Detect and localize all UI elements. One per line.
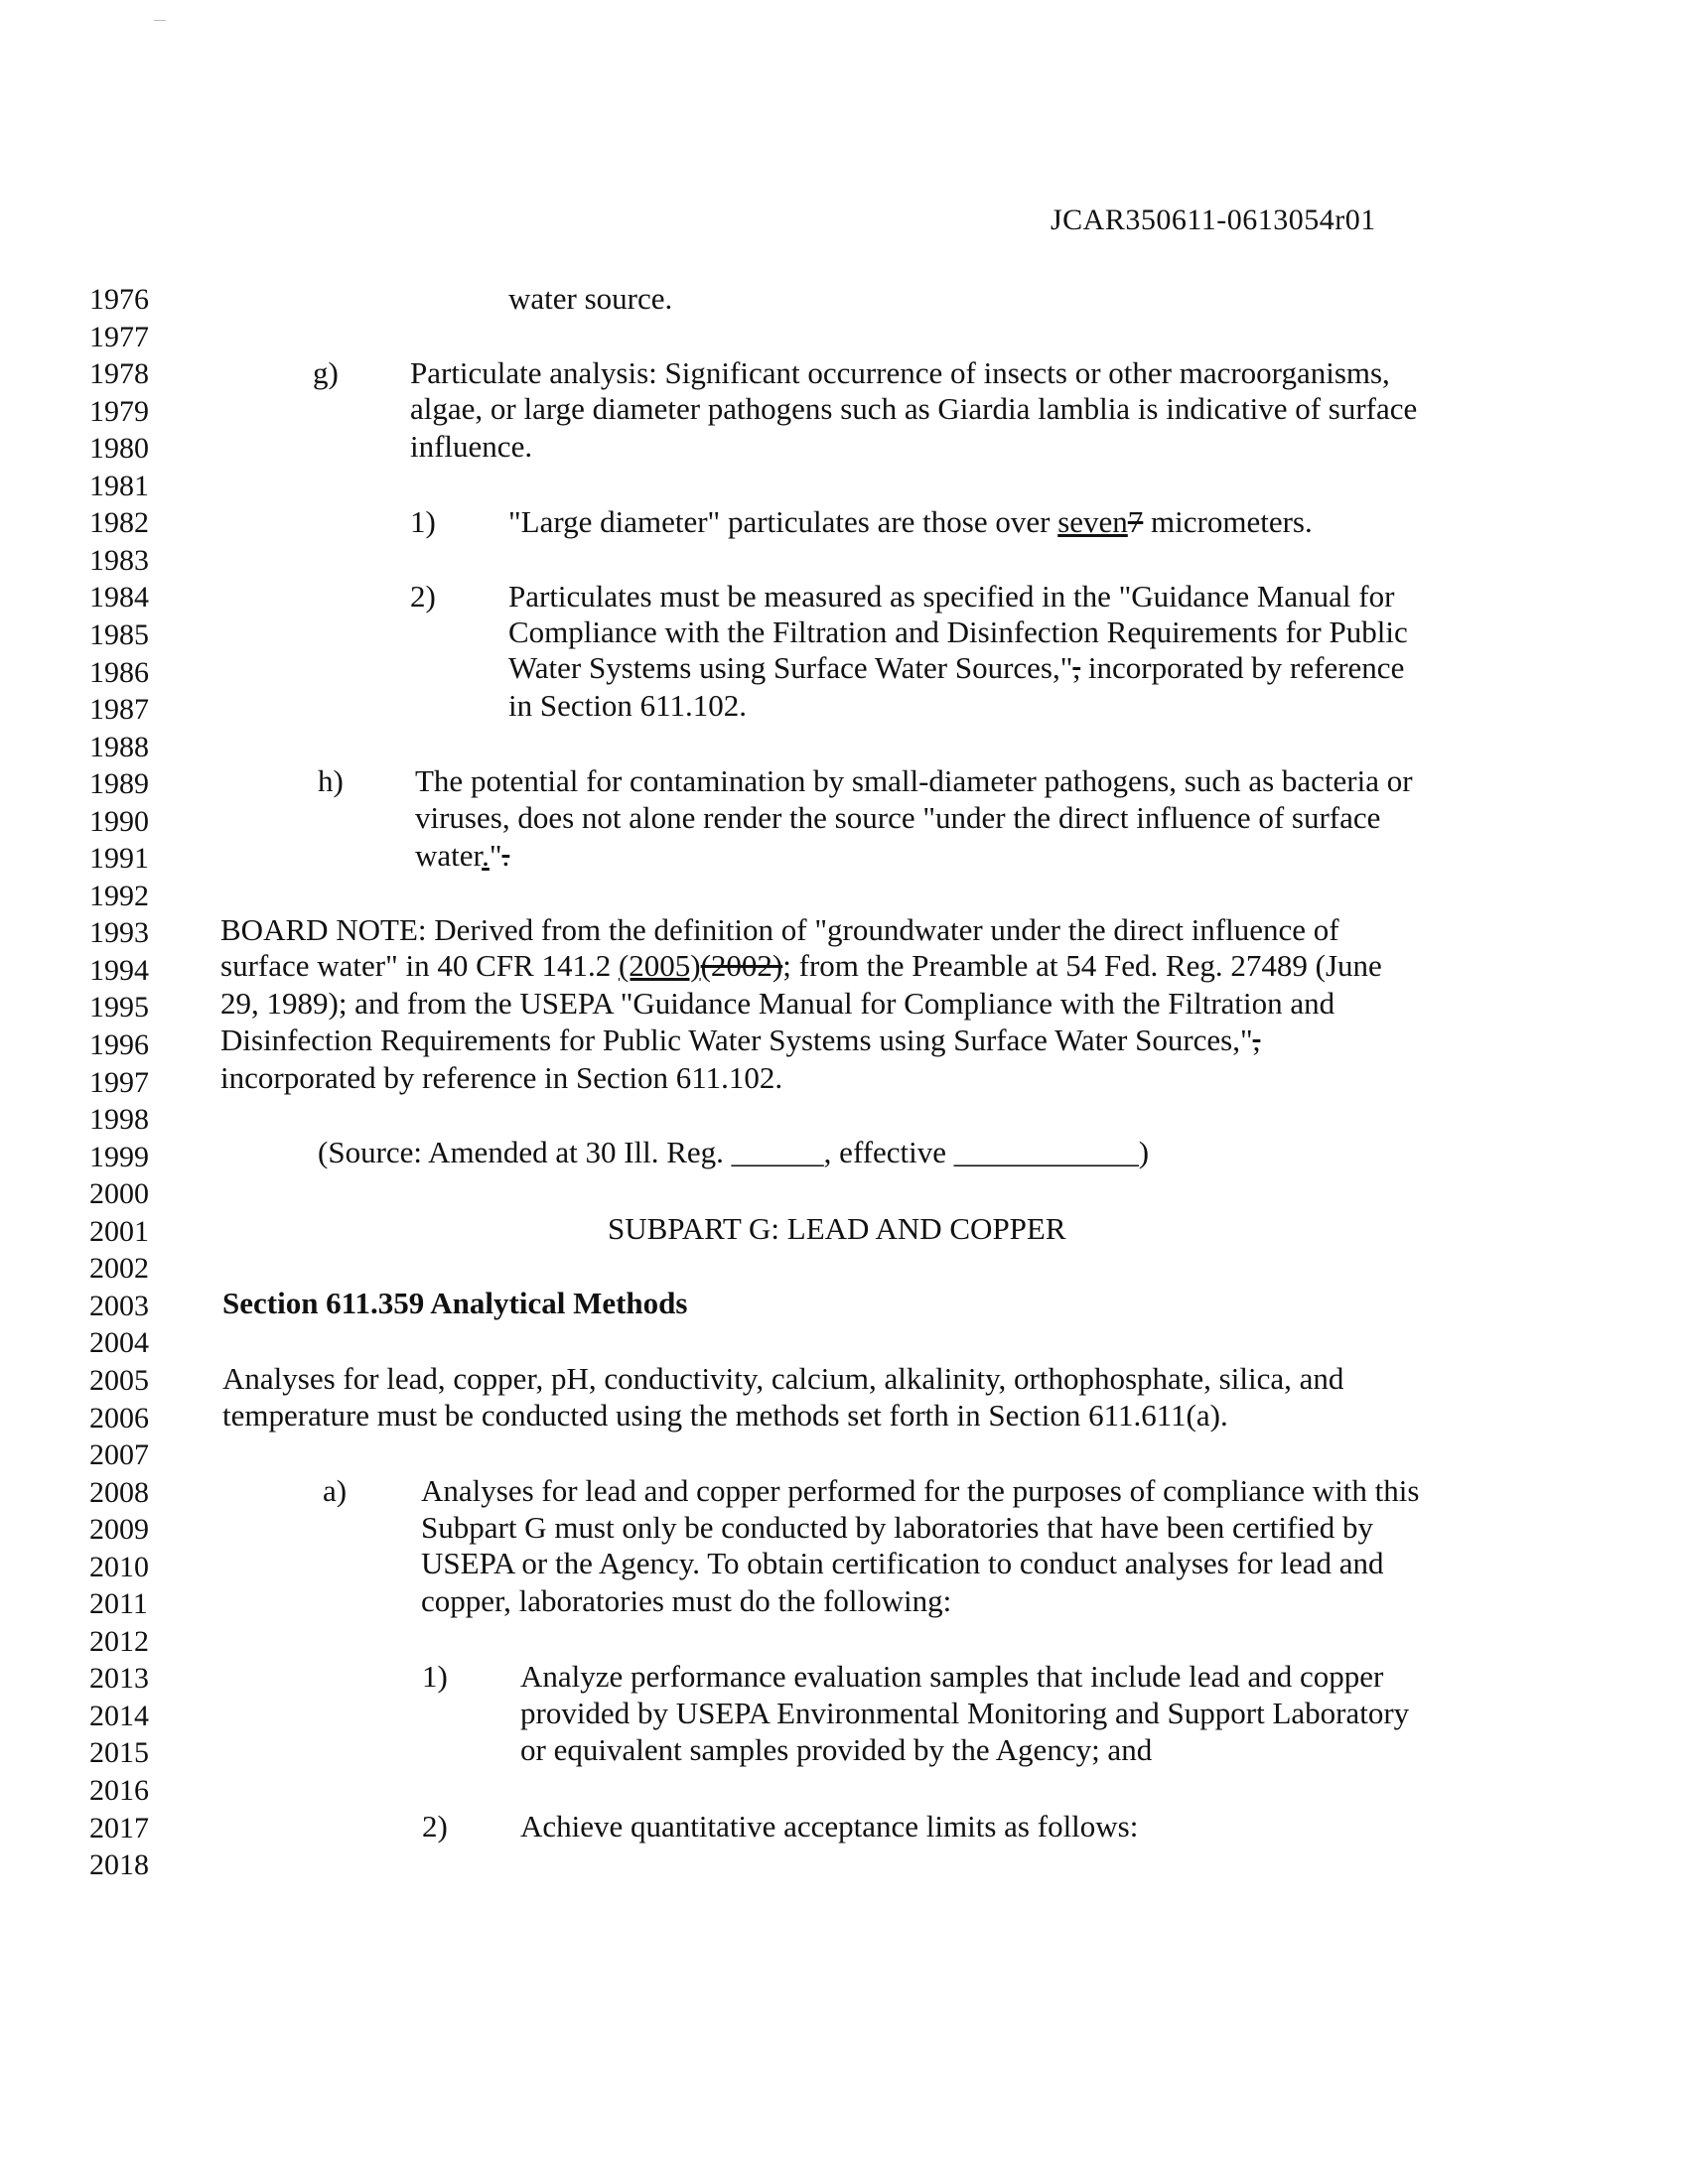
line-1990: viruses, does not alone render the source "under the direct influence of surface <box>415 800 1381 835</box>
line-1982: "Large diameter" particulates are those over seven7 micrometers. <box>508 504 1313 539</box>
item-label-a2: 2) <box>422 1809 448 1843</box>
line-1980: influence. <box>410 429 533 464</box>
line-1984: Particulates must be measured as specified in the "Guidance Manual for <box>508 579 1395 614</box>
line-number: 1983 <box>89 543 149 577</box>
inserted-text: (2005) <box>618 948 701 983</box>
source-note: (Source: Amended at 30 Ill. Reg. ______, effective ____________) <box>318 1135 1150 1169</box>
inserted-text: seven <box>1057 504 1128 539</box>
line-1978: Particulate analysis: Significant occurrence of insects or other macroorganisms, <box>410 355 1390 390</box>
line-number: 1996 <box>89 1028 149 1061</box>
line-number: 1979 <box>89 394 149 428</box>
line-2010: USEPA or the Agency. To obtain certification to conduct analyses for lead and <box>421 1546 1384 1580</box>
line-number: 2006 <box>89 1401 149 1434</box>
document-id: JCAR350611-0613054r01 <box>1051 204 1376 236</box>
line-number: 1991 <box>89 842 149 876</box>
line-2014: provided by USEPA Environmental Monitoring and Support Laboratory <box>520 1696 1410 1730</box>
line-number: 1976 <box>89 283 149 316</box>
line-number: 1994 <box>89 953 149 987</box>
line-number: 1982 <box>89 506 149 540</box>
line-1991: water.". <box>415 838 510 873</box>
line-number: 1995 <box>89 991 149 1024</box>
line-1993: BOARD NOTE: Derived from the definition of "groundwater under the direct influence of <box>220 912 1339 947</box>
deleted-text: . <box>501 838 510 873</box>
line-number: 2017 <box>89 1811 149 1844</box>
line-2011: copper, laboratories must do the following: <box>421 1583 952 1618</box>
line-number: 1989 <box>89 767 149 801</box>
line-number: 1986 <box>89 655 149 689</box>
line-2006: temperature must be conducted using the methods set forth in Section 611.611(a). <box>222 1398 1228 1433</box>
line-number: 1981 <box>89 469 149 502</box>
line-1994: surface water" in 40 CFR 141.2 (2005)(2002); from the Preamble at 54 Fed. Reg. 27489 (June <box>220 948 1382 983</box>
line-number: 2012 <box>89 1624 149 1658</box>
line-number: 2004 <box>89 1326 149 1360</box>
deleted-text: , <box>1072 650 1081 685</box>
deleted-text: 7 <box>1127 504 1144 539</box>
line-number: 2011 <box>89 1587 148 1621</box>
line-1979: algae, or large diameter pathogens such as Giardia lamblia is indicative of surface <box>410 391 1418 426</box>
line-number: 1990 <box>89 804 149 838</box>
line-number: 1987 <box>89 693 149 727</box>
line-number: 2003 <box>89 1289 149 1322</box>
line-2009: Subpart G must only be conducted by laboratories that have been certified by <box>421 1510 1373 1545</box>
line-number: 2001 <box>89 1214 149 1248</box>
line-number: 2018 <box>89 1848 149 1882</box>
line-number: 2000 <box>89 1177 149 1211</box>
line-2013: Analyze performance evaluation samples that include lead and copper <box>520 1659 1384 1694</box>
line-2015: or equivalent samples provided by the Agency; and <box>520 1732 1153 1767</box>
line-number: 2015 <box>89 1736 149 1770</box>
line-number: 1984 <box>89 581 149 614</box>
inserted-text: , <box>1232 1023 1240 1057</box>
line-number: 2005 <box>89 1363 149 1397</box>
deleted-text: , <box>1252 1023 1261 1057</box>
line-number: 2016 <box>89 1774 149 1807</box>
line-number: 2013 <box>89 1662 149 1696</box>
line-number: 1999 <box>89 1140 149 1173</box>
item-label-g2: 2) <box>410 579 436 614</box>
line-2017: Achieve quantitative acceptance limits as follows: <box>520 1809 1139 1843</box>
line-number: 1985 <box>89 617 149 651</box>
line-number: 1993 <box>89 916 149 950</box>
inserted-text: . <box>482 838 490 873</box>
item-label-a: a) <box>323 1473 348 1508</box>
item-label-h: h) <box>318 763 344 798</box>
line-2008: Analyses for lead and copper performed for the purposes of compliance with this <box>421 1473 1420 1508</box>
line-1987: in Section 611.102. <box>508 688 747 723</box>
line-number: 2002 <box>89 1252 149 1286</box>
line-number: 1992 <box>89 879 149 912</box>
line-1995: 29, 1989); and from the USEPA "Guidance Manual for Compliance with the Filtration and <box>220 986 1335 1021</box>
line-number: 1998 <box>89 1103 149 1137</box>
deleted-text: (2002) <box>700 948 783 983</box>
scan-mark <box>154 20 166 21</box>
section-heading: Section 611.359 Analytical Methods <box>222 1286 688 1320</box>
line-number: 1988 <box>89 730 149 763</box>
line-number: 2008 <box>89 1475 149 1509</box>
item-label-a1: 1) <box>422 1659 448 1694</box>
line-number: 1977 <box>89 320 149 353</box>
line-number: 1978 <box>89 357 149 391</box>
item-label-g: g) <box>313 355 339 390</box>
line-1986: Water Systems using Surface Water Sources,", incorporated by reference <box>508 650 1405 685</box>
line-2005: Analyses for lead, copper, pH, conductivity, calcium, alkalinity, orthophosphate, silica, and <box>222 1361 1344 1396</box>
line-number: 1997 <box>89 1065 149 1099</box>
inserted-text: , <box>1052 650 1060 685</box>
line-number: 2014 <box>89 1699 149 1732</box>
line-1989: The potential for contamination by small-diameter pathogens, such as bacteria or <box>415 763 1413 798</box>
line-1997: incorporated by reference in Section 611.102. <box>220 1060 783 1095</box>
line-1985: Compliance with the Filtration and Disinfection Requirements for Public <box>508 614 1408 649</box>
line-number: 2009 <box>89 1513 149 1547</box>
subpart-heading: SUBPART G: LEAD AND COPPER <box>608 1211 1066 1246</box>
line-number: 2007 <box>89 1438 149 1472</box>
line-1996: Disinfection Requirements for Public Water Systems using Surface Water Sources,", <box>220 1023 1261 1057</box>
line-1976: water source. <box>508 281 673 316</box>
line-number: 1980 <box>89 432 149 466</box>
line-number: 2010 <box>89 1550 149 1583</box>
item-label-g1: 1) <box>410 504 436 539</box>
